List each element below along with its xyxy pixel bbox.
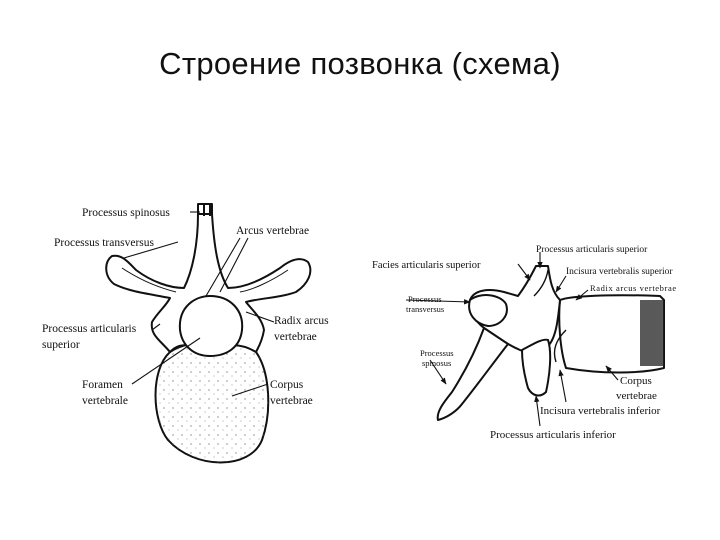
spinous-process-side [438,328,508,420]
label-radix-line1: Radix arcus [274,315,329,327]
label-foramen-line2: vertebrale [82,395,128,407]
label-corpus-line1: Corpus [270,379,304,391]
label-side-proc-artic-inferior: Processus articularis inferior [490,429,616,441]
label-corpus-line2: vertebrae [270,395,313,407]
label-side-proc-spinosus-line2: spinosus [422,358,452,368]
slide-title: Строение позвонка (схема) [159,46,561,81]
label-foramen-line1: Foramen [82,379,123,391]
label-side-incisura-inferior: Incisura vertebralis inferior [540,405,661,417]
label-processus-spinosus: Processus spinosus [82,207,170,219]
label-side-proc-spinosus-line1: Processus [420,348,454,358]
label-side-proc-transversus-line1: Processus [408,294,442,304]
label-side-facies-artic-superior: Facies articularis superior [372,260,481,271]
label-radix-line2: vertebrae [274,331,317,343]
label-side-proc-transversus-line2: transversus [406,304,445,314]
foramen-vertebrale-shape [180,296,242,356]
label-side-radix: Radix arcus vertebrae [590,283,677,293]
label-proc-artic-sup-line1: Processus articularis [42,323,137,335]
label-side-incisura-superior: Incisura vertebralis superior [566,267,673,277]
label-processus-transversus: Processus transversus [54,237,154,249]
label-side-corpus-line1: Corpus [620,375,652,387]
transverse-process-side [469,295,507,326]
label-arcus-vertebrae: Arcus vertebrae [236,225,310,237]
inferior-articular-side [522,340,550,396]
label-proc-artic-sup-line2: superior [42,339,80,351]
label-side-corpus-line2: vertebrae [616,390,657,402]
label-side-proc-artic-superior: Processus articularis superior [536,245,648,255]
